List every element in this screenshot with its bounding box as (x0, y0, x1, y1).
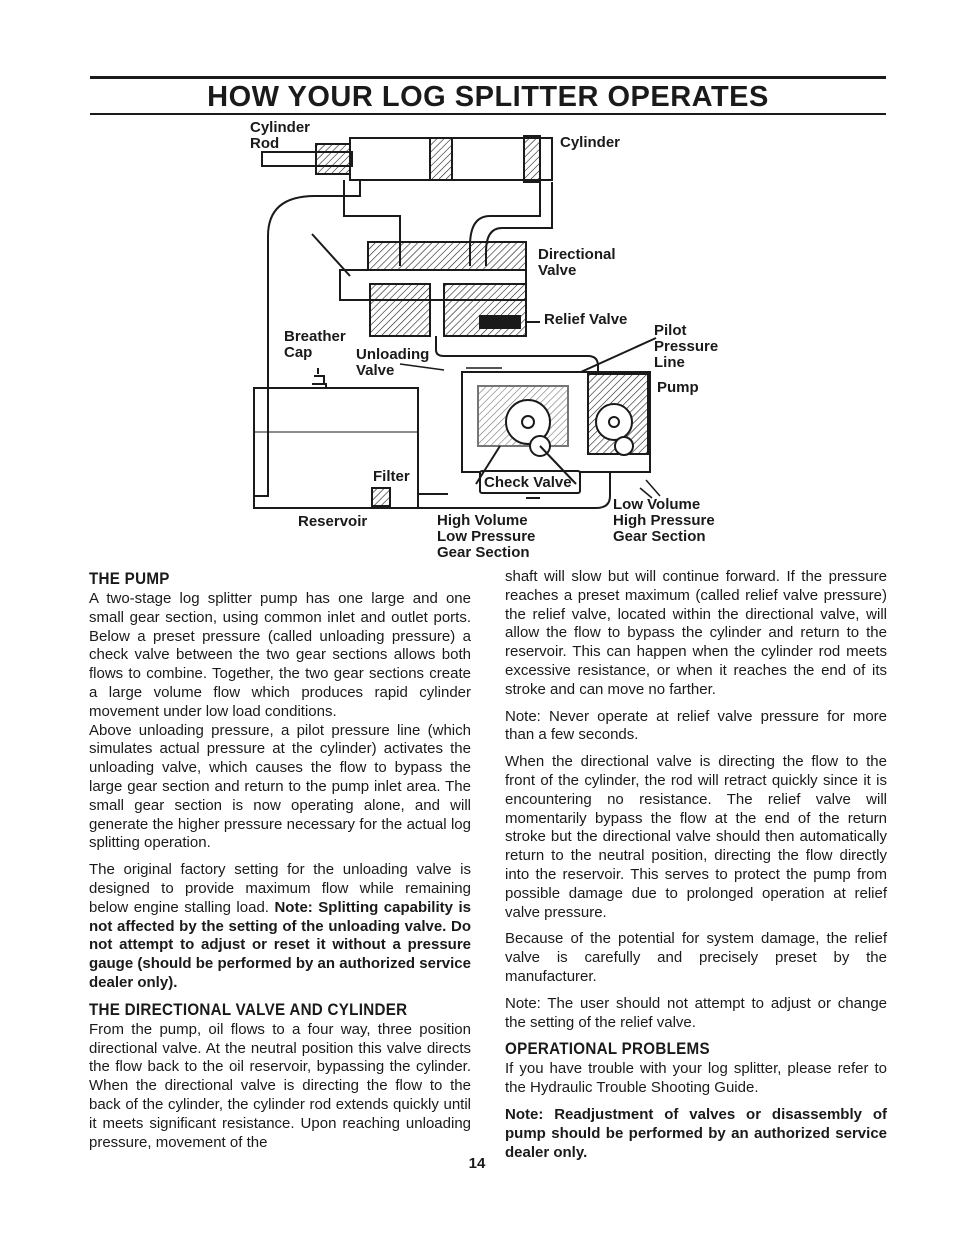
section-heading-directional-valve: THE DIRECTIONAL VALVE AND CYLINDER (89, 1000, 408, 1019)
label-pilot-pressure-line: Pilot Pressure Line (654, 322, 719, 371)
unloading-valve-note: Note: Splitting capability is not affected by the setting of the unloading valve. Do not attempt to adjust or reset it without a pressure gauge (should be performed by an authorized service dealer only). (89, 898, 471, 991)
page-number: 14 (468, 1155, 486, 1172)
paragraph: From the pump, oil flows to a four way, three position directional valve. At the neutral position this valve directs the flow back to the oil reservoir, bypassing the cylinder. When the directional valve is directing the flow to the back of the cylinder, the cylinder rod extends quickly until it meets significant resistance. Upon reaching unloading pressure, movement of the (89, 1020, 471, 1151)
paragraph: Note: Never operate at relief valve pressure for more than a few seconds. (505, 707, 887, 744)
filter-element (372, 488, 390, 506)
reservoir-tank (254, 388, 418, 508)
page-title: HOW YOUR LOG SPLITTER OPERATES (207, 81, 769, 113)
paragraph-text: The original factory setting for the unloading valve is designed to provide maximum flow while remaining below engine stalling load. (89, 861, 471, 916)
label-cylinder: Cylinder (560, 134, 621, 151)
hydraulic-diagram (240, 116, 740, 566)
section-heading-pump: THE PUMP (89, 570, 170, 588)
right-column (505, 568, 887, 1170)
paragraph: When the directional valve is directing the flow to the front of the cylinder, the rod will retract quickly since it is encountering no resistance. The relief valve will momentarily bypass the flow at the end of the return stroke but the directional valve should then automatically return to the neutral position, directing the flow directly into the reservoir. This serves to protect the pump from possible damage due to prolonged operation at relief valve pressure. (505, 753, 887, 921)
label-low-volume-section: Low Volume High Pressure Gear Section (613, 496, 715, 545)
label-breather-cap: Breather Cap (284, 328, 346, 361)
service-dealer-note: Note: Readjustment of valves or disassembly of pump should be performed by an authorized service dealer only. (505, 1105, 887, 1161)
paragraph: shaft will slow but will continue forward. If the pressure reaches a preset maximum (called relief valve pressure) the relief valve, located within the directional valve, will allow the flow to bypass the cylinder and return to the reservoir. This can happen when the cylinder rod meets excessive resistance, or when it reaches the end of its stroke and can move no farther. (505, 568, 887, 698)
label-pump: Pump (657, 379, 699, 396)
small-gear (596, 404, 632, 440)
label-check-valve: Check Valve (484, 474, 572, 491)
left-column (89, 568, 471, 1160)
paragraph: Note: The user should not attempt to adjust or change the setting of the relief valve. (505, 994, 887, 1031)
paragraph: If you have trouble with your log splitter, please refer to the Hydraulic Trouble Shooting Guide. (505, 1060, 887, 1097)
label-relief-valve: Relief Valve (544, 311, 628, 328)
label-high-volume-section: High Volume Low Pressure Gear Section (437, 512, 536, 561)
paragraph: Above unloading pressure, a pilot pressure line (which simulates actual pressure at the cylinder) activates the unloading valve, which causes the flow to bypass the large gear section and return to the pump inlet area. The small gear section is now operating alone, and will generate the higher pressure necessary for the actual log splitting operation. (89, 721, 471, 852)
paragraph (89, 861, 471, 993)
paragraph: Because of the potential for system damage, the relief valve is carefully and precisely preset by the manufacturer. (505, 930, 887, 985)
label-directional-valve: Directional Valve (538, 246, 616, 279)
label-filter: Filter (373, 468, 410, 485)
label-reservoir: Reservoir (298, 513, 368, 530)
title-rule-bottom (90, 113, 886, 115)
paragraph: A two-stage log splitter pump has one large and one small gear section, using common inlet and outlet ports. Below a preset pressure (called unloading pressure) a check valve between the two gear sections allows both flows to combine. Together, the two gear sections create a large volume flow which produces rapid cylinder movement under low load conditions. (89, 590, 471, 720)
section-heading-operational-problems: OPERATIONAL PROBLEMS (505, 1040, 710, 1059)
directional-valve-body (368, 242, 526, 270)
label-unloading-valve: Unloading Valve (356, 346, 430, 379)
title-rule-top (90, 76, 886, 79)
label-cylinder-rod: Cylinder Rod (250, 119, 311, 152)
